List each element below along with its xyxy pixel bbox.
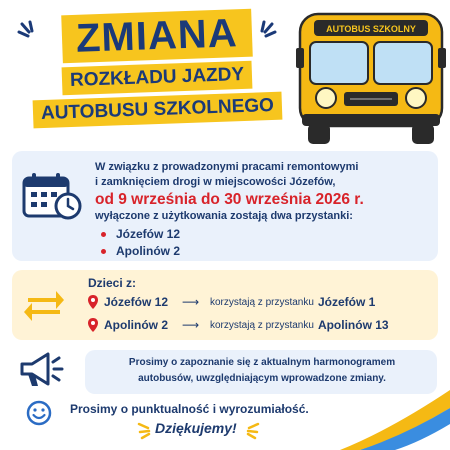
smile-icon [26, 400, 52, 426]
bullet-icon [101, 249, 106, 254]
closed-stops-list [95, 226, 430, 260]
list-item [95, 226, 430, 243]
info-line-1: W związku z prowadzonymi pracami remontowymi [95, 161, 359, 173]
title-line-3: AUTOBUSU SZKOLNEGO [32, 92, 282, 129]
location-pin-icon [88, 318, 98, 332]
swap-arrows-icon [22, 288, 66, 322]
note-line-2: autobusów, uwzględniającym wprowadzone zmiany. [138, 373, 386, 384]
bullet-icon [101, 232, 106, 237]
note-line-1: Prosimy o zapoznanie się z aktualnym harmonogramem [128, 357, 396, 368]
route-row [88, 316, 389, 334]
header [0, 0, 450, 150]
bus-sign-text: AUTOBUS SZKOLNY [326, 24, 416, 34]
route-middle: korzystają z przystanku [210, 319, 314, 331]
arrow-right-icon: ⟶ [182, 295, 200, 309]
route-row [88, 293, 375, 311]
stop-name: Apolinów 2 [116, 244, 180, 258]
title-block [22, 12, 292, 124]
title-line-1: ZMIANA [61, 9, 252, 64]
info-line-4: wyłączone z użytkowania zostają dwa przystanki: [95, 210, 353, 222]
sparkle-icon [136, 418, 154, 440]
arrow-right-icon: ⟶ [182, 318, 200, 332]
info-text [95, 160, 430, 260]
closure-dates: od 9 września do 30 września 2026 r. [95, 191, 364, 208]
info-line-2: i zamknięciem drogi w miejscowości Józefów, [95, 176, 336, 188]
calendar-clock-icon [22, 172, 84, 222]
stop-name: Józefów 12 [116, 227, 181, 241]
kids-title: Dzieci z: [88, 276, 137, 290]
route-middle: korzystają z przystanku [210, 296, 314, 308]
route-from: Apolinów 2 [104, 318, 168, 332]
list-item [95, 243, 430, 260]
route-to: Józefów 1 [317, 295, 376, 309]
thanks-text: Dziękujemy! [155, 420, 237, 436]
route-from: Józefów 12 [104, 295, 169, 309]
route-to: Apolinów 13 [317, 318, 389, 332]
decorative-wave [340, 390, 450, 450]
megaphone-icon [18, 350, 64, 390]
location-pin-icon [88, 295, 98, 309]
note-text [92, 355, 432, 387]
sparkle-icon [243, 418, 261, 440]
title-line-2: ROZKŁADU JAZDY [61, 61, 252, 96]
school-bus-illustration [292, 8, 448, 148]
punctuality-text: Prosimy o punktualność i wyrozumiałość. [70, 402, 309, 416]
